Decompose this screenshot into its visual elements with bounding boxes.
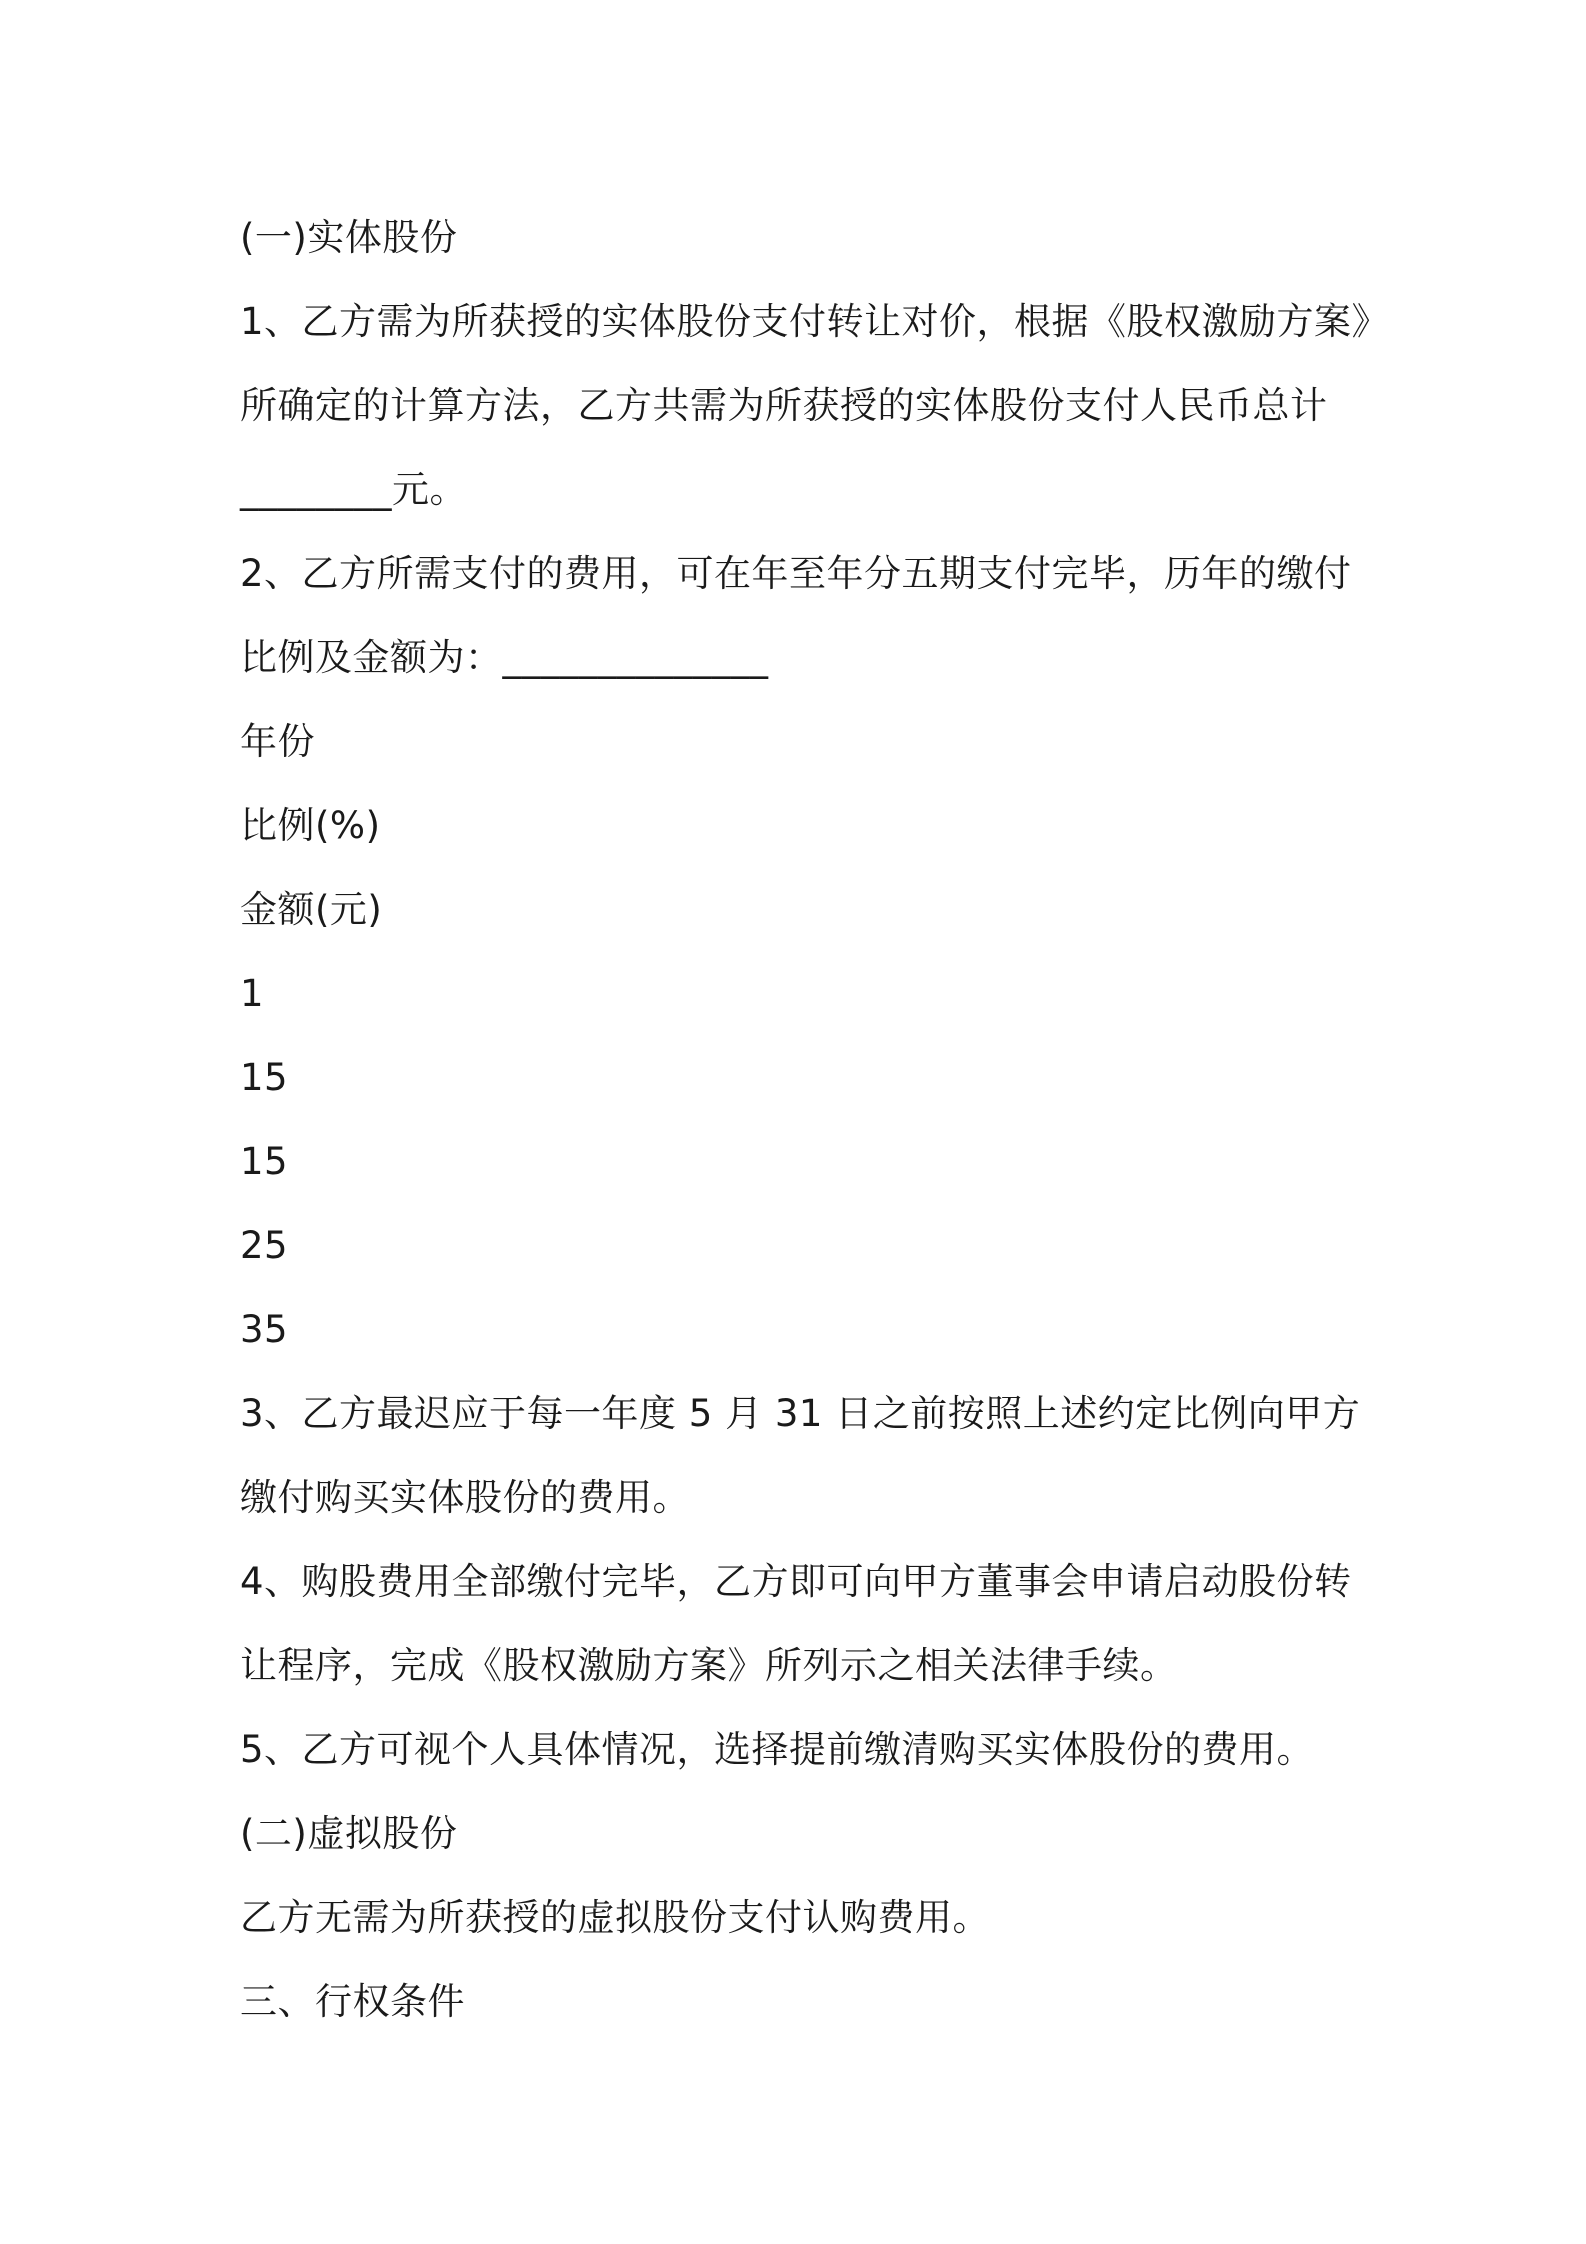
table-cell-value: 15 [240, 1140, 289, 1183]
table-cell-value: 15 [240, 1056, 289, 1099]
document-body [240, 196, 1390, 2044]
virtual-shares-text: 乙方无需为所获授的虚拟股份支付认购费用。 [240, 1896, 990, 1939]
clause-4-line-1: 4、购股费用全部缴付完毕，乙方即可向甲方董事会申请启动股份转 [240, 1560, 1352, 1603]
table-header-amount: 金额(元) [240, 888, 383, 931]
section-heading-exercise-conditions: 三、行权条件 [240, 1980, 465, 2023]
section-heading-physical-shares: (一)实体股份 [240, 216, 458, 259]
clause-2-line-1: 2、乙方所需支付的费用，可在年至年分五期支付完毕，历年的缴付 [240, 552, 1352, 595]
clause-5: 5、乙方可视个人具体情况，选择提前缴清购买实体股份的费用。 [240, 1728, 1315, 1771]
clause-4-line-2: 让程序，完成《股权激励方案》所列示之相关法律手续。 [240, 1644, 1178, 1687]
clause-3-line-2: 缴付购买实体股份的费用。 [240, 1476, 690, 1519]
table-cell-value: 1 [240, 972, 265, 1015]
table-cell-value: 35 [240, 1308, 289, 1351]
table-cell-value: 25 [240, 1224, 289, 1267]
table-header-year: 年份 [240, 720, 315, 763]
clause-1-line-3: ________元。 [240, 468, 467, 511]
clause-3-line-1: 3、乙方最迟应于每一年度 5 月 31 日之前按照上述约定比例向甲方 [240, 1392, 1361, 1435]
section-heading-virtual-shares: (二)虚拟股份 [240, 1812, 458, 1855]
clause-1-line-1: 1、乙方需为所获授的实体股份支付转让对价，根据《股权激励方案》 [240, 300, 1390, 343]
clause-1-line-2: 所确定的计算方法，乙方共需为所获授的实体股份支付人民币总计 [240, 384, 1328, 427]
clause-2-line-2: 比例及金额为：______________ [240, 636, 769, 679]
table-header-ratio: 比例(%) [240, 804, 381, 847]
